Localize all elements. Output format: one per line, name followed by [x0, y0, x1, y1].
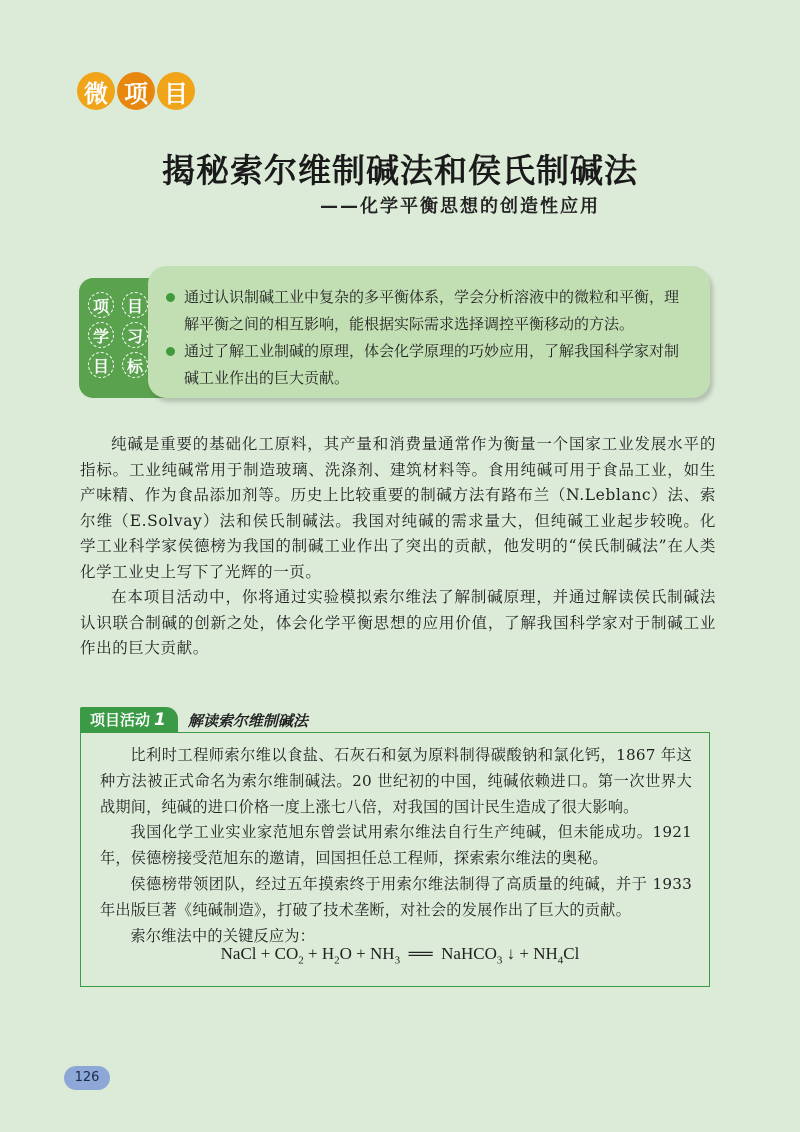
- goals-tab-char: 标: [122, 352, 148, 378]
- activity-paragraph: 侯德榜带领团队，经过五年摸索终于用索尔维法制得了高质量的纯碱，并于 1933 年出版巨著《纯碱制造》，打破了技术垄断，对社会的发展作出了巨大的贡献。: [100, 874, 692, 919]
- activity-paragraph: 索尔维法中的关键反应为：: [130, 926, 316, 945]
- eq-nh3-symbol: NH: [370, 944, 395, 963]
- reaction-equation: NaCl + $CO_2 + H_2O + NH_3$ ══ NaHCO$_3$ ↓ + $NH_4Cl$: [220, 944, 580, 967]
- page-number: 126: [64, 1066, 110, 1090]
- goals-tab-char: 目: [122, 292, 148, 318]
- eq-h2o-sub: 2: [334, 954, 340, 967]
- eq-co2-symbol: CO: [274, 944, 299, 963]
- goals-tab-char: 学: [88, 322, 114, 348]
- eq-nh3: [370, 944, 401, 967]
- eq-co2-sub: 2: [298, 954, 304, 967]
- eq-nh4cl-b: Cl: [563, 944, 580, 963]
- eq-nacl: NaCl: [220, 944, 257, 963]
- goals-tab-char: 目: [88, 352, 114, 378]
- activity-header: [80, 707, 308, 733]
- intro-text: [80, 432, 716, 662]
- activity-text: [100, 743, 692, 949]
- activity-label: [80, 707, 178, 733]
- section-badge: [77, 72, 195, 110]
- eq-nahco3-sub: 3: [496, 954, 503, 967]
- page-subtitle: ——化学平衡思想的创造性应用: [320, 196, 600, 217]
- activity-paragraph: 比利时工程师索尔维以食盐、石灰石和氨为原料制得碳酸钠和氯化钙，1867 年这种方法被正式命名为索尔维制碱法。20 世纪初的中国，纯碱依赖进口。第一次世界大战期间，纯碱的进口价格一度上涨七八倍，对我国的国计民生造成了很大影响。: [100, 746, 692, 816]
- eq-h2o-o: O: [339, 944, 352, 963]
- badge-char: 目: [157, 72, 195, 110]
- eq-nahco3-symbol: NaHCO: [441, 944, 497, 963]
- eq-nh4cl: [533, 944, 580, 967]
- goals-tab-char: 项: [88, 292, 114, 318]
- activity-paragraph: 我国化学工业实业家范旭东曾尝试用索尔维法自行生产纯碱，但未能成功。1921 年，侯德榜接受范旭东的邀请，回国担任总工程师，探索索尔维法的奥秘。: [100, 823, 692, 868]
- goals-tab-label: [86, 290, 152, 380]
- badge-char: 项: [117, 72, 155, 110]
- eq-nh4cl-a: NH: [533, 944, 558, 963]
- activity-label-text: 项目活动: [90, 711, 151, 729]
- activity-number: 1: [154, 710, 166, 730]
- intro-paragraph: 纯碱是重要的基础化工原料，其产量和消费量通常作为衡量一个国家工业发展水平的指标。工业纯碱常用于制造玻璃、洗涤剂、建筑材料等。食用纯碱可用于食品工业，如生产味精、作为食品添加剂等。历史上比较重要的制碱方法有路布兰（N.Leblanc）法、索尔维（E.Solvay）法和侯氏制碱法。我国对纯碱的需求量大，但纯碱工业起步较晚。化学工业科学家侯德榜为我国的制碱工业作出了突出的贡献，他发明的“侯氏制碱法”在人类化学工业史上写下了光辉的一页。: [80, 435, 716, 581]
- learning-goals-box: [148, 266, 710, 398]
- eq-nh4cl-sub: 4: [557, 954, 564, 967]
- intro-paragraph: 在本项目活动中，你将通过实验模拟索尔维法了解制碱原理，并通过解读侯氏制碱法认识联合制碱的创新之处，体会化学平衡思想的应用价值，了解我国科学家对于制碱工业作出的巨大贡献。: [80, 588, 716, 657]
- eq-h2o: [321, 944, 352, 967]
- goal-item: 通过认识制碱工业中复杂的多平衡体系，学会分析溶液中的微粒和平衡，理解平衡之间的相互影响，能根据实际需求选择调控平衡移动的方法。: [162, 284, 690, 338]
- eq-nahco3: [441, 944, 503, 967]
- eq-co2: [274, 944, 304, 967]
- activity-title: 解读索尔维制碱法: [187, 711, 308, 730]
- eq-nh3-sub: 3: [394, 954, 401, 967]
- goals-tab-char: 习: [122, 322, 148, 348]
- page-title: 揭秘索尔维制碱法和侯氏制碱法: [162, 151, 638, 190]
- precipitate-arrow-icon: ↓: [506, 944, 516, 963]
- eq-h2o-h: H: [321, 944, 335, 963]
- badge-char: 微: [77, 72, 115, 110]
- goal-item: 通过了解工业制碱的原理，体会化学原理的巧妙应用，了解我国科学家对制碱工业作出的巨大贡献。: [162, 338, 690, 392]
